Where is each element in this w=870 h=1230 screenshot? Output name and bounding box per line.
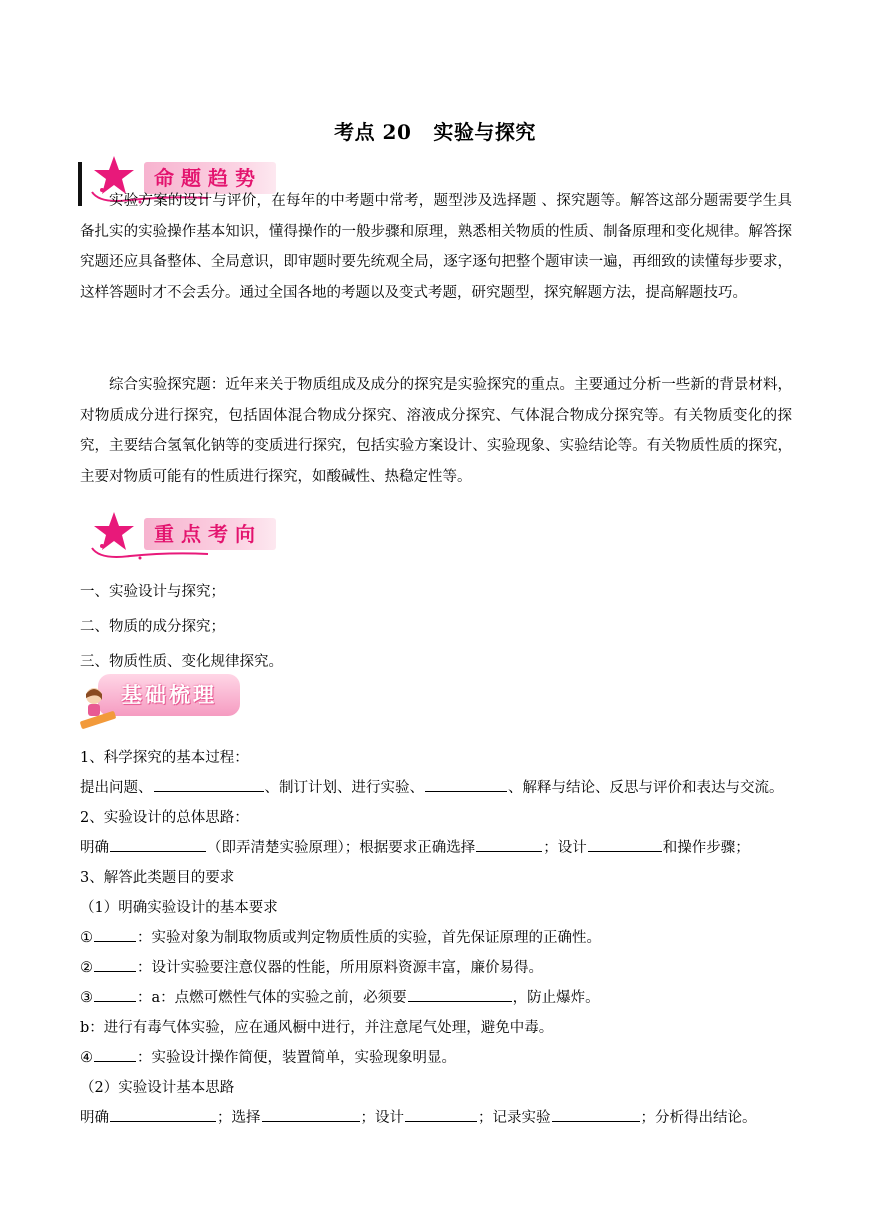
blank-field[interactable] <box>476 837 542 852</box>
requirement-3: ③ ：a：点燃可燃性气体的实验之前，必须要 ，防止爆炸。 <box>80 986 600 1007</box>
basics-s1-head: 1、科学探究的基本过程： <box>80 750 249 766</box>
blank-field[interactable] <box>262 1107 360 1122</box>
paragraph-trend-2: 综合实验探究题：近年来关于物质组成及成分的探究是实验探究的重点。主要通过分析一些新的背景材料，对物质成分进行探究，包括固体混合物成分探究、溶液成分探究、气体混合物成分探究等。有关物质变化的探究，主要结合氢氧化钠等的变质进行探究，包括实验方案设计、实验现象、实验结论等。有关物质性质的探究，主要对物质可能有的性质进行探究，如酸碱性、热稳定性等。 <box>80 377 792 485</box>
requirement-2: ② ：设计实验要注意仪器的性能，所用原料资源丰富，廉价易得。 <box>80 956 543 977</box>
blank-field[interactable] <box>408 987 512 1002</box>
basics-s2-line: 明确 （即弄清楚实验原理）；根据要求正确选择 ；设计 和操作步骤； <box>80 836 750 857</box>
banner-trend-label: 命题趋势 <box>144 162 276 194</box>
basics-s3-sub2: （2）实验设计基本思路 <box>80 1080 235 1096</box>
blank-field[interactable] <box>552 1107 640 1122</box>
page-title <box>0 116 870 145</box>
thinking-line: 明确 ；选择 ；设计 ；记录实验 ；分析得出结论。 <box>80 1106 757 1127</box>
banner-focus <box>78 512 288 562</box>
banner-basics <box>78 672 248 732</box>
basics-s3-head: 3、解答此类题目的要求 <box>80 870 235 886</box>
blank-field[interactable] <box>94 987 136 1002</box>
blank-field[interactable] <box>94 1047 136 1062</box>
blank-field[interactable] <box>110 837 206 852</box>
star-icon <box>92 510 136 554</box>
basics-s2-head: 2、实验设计的总体思路： <box>80 810 249 826</box>
focus-item-3: 三、物质性质、变化规律探究。 <box>80 654 283 670</box>
banner-basics-label: 基础梳理 <box>98 674 240 716</box>
basics-s1-line: 提出问题、 、制订计划、进行实验、 、解释与结论、反思与评价和表达与交流。 <box>80 776 784 797</box>
girl-pencil-icon <box>78 682 124 732</box>
requirement-1: ① ：实验对象为制取物质或判定物质性质的实验，首先保证原理的正确性。 <box>80 926 601 947</box>
paragraph-trend-1: 实验方案的设计与评价，在每年的中考题中常考，题型涉及选择题 、探究题等。解答这部分题需要学生具备扎实的实验操作基本知识，懂得操作的一般步骤和原理，熟悉相关物质的性质、制备原理和变化规律。解答探究题还应具备整体、全局意识，即审题时要先统观全局，逐字逐句把整个题审读一遍，再细致的读懂每步要求，这样答题时才不会丢分。通过全国各地的考题以及变式考题，研究题型，探究解题方法，提高解题技巧。 <box>80 193 792 301</box>
banner-focus-label: 重点考向 <box>144 518 276 550</box>
title-code: 考点 20 <box>334 120 412 144</box>
blank-field[interactable] <box>405 1107 477 1122</box>
basics-s3-sub1: （1）明确实验设计的基本要求 <box>80 900 278 916</box>
blank-field[interactable] <box>94 927 136 942</box>
blank-field[interactable] <box>154 777 264 792</box>
blank-field[interactable] <box>425 777 507 792</box>
requirement-4: ④ ：实验设计操作简便，装置简单，实验现象明显。 <box>80 1046 456 1067</box>
blank-field[interactable] <box>94 957 136 972</box>
focus-item-1: 一、实验设计与探究； <box>80 584 225 600</box>
requirement-3b: b：进行有毒气体实验，应在通风橱中进行，并注意尾气处理，避免中毒。 <box>80 1020 554 1036</box>
title-name: 实验与探究 <box>433 120 536 144</box>
blank-field[interactable] <box>588 837 662 852</box>
focus-item-2: 二、物质的成分探究； <box>80 619 225 635</box>
blank-field[interactable] <box>110 1107 216 1122</box>
